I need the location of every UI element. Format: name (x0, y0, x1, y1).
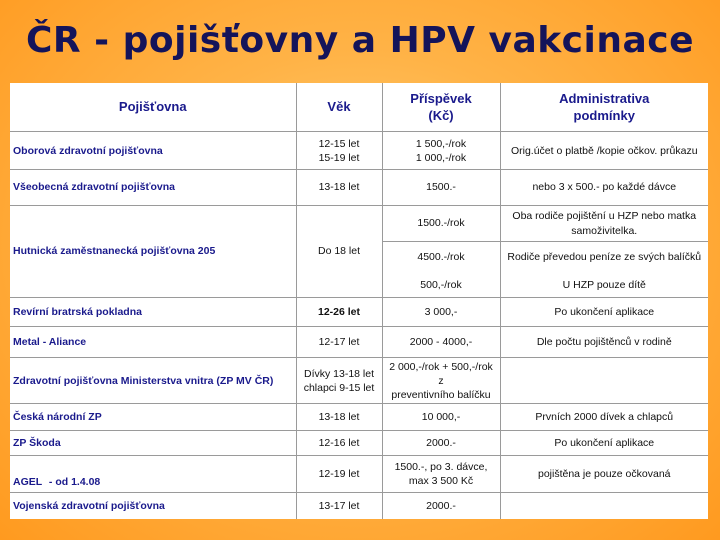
insurer-cell: ZP Škoda (10, 430, 296, 455)
age-cell (296, 358, 382, 404)
admin-cell (500, 358, 708, 404)
admin-cell: Po ukončení aplikace (500, 298, 708, 327)
header-contribution-line1: Příspěvek (410, 90, 472, 106)
contribution-cell: 2000.- (382, 430, 500, 455)
contribution-cell (382, 456, 500, 493)
age-cell (296, 132, 382, 170)
age-cell: 12-26 let (296, 298, 382, 327)
insurer-cell: Všeobecná zdravotní pojišťovna (10, 170, 296, 206)
insurer-cell: Metal - Aliance (10, 326, 296, 358)
insurer-cell: Česká národní ZP (10, 404, 296, 430)
admin-cell: Po ukončení aplikace (500, 430, 708, 455)
admin-cell: Rodiče převedou peníze ze svých balíčků (500, 242, 708, 273)
header-insurer: Pojišťovna (10, 83, 296, 132)
table-row-cnzp (10, 404, 708, 430)
age-cell: 12-16 let (296, 430, 382, 455)
admin-cell: U HZP pouze dítě (562, 278, 646, 291)
table-row-agel (10, 456, 708, 493)
contribution-cell: 10 000,- (382, 404, 500, 430)
table-row-metal (10, 326, 708, 358)
admin-cell: pojištěna je pouze očkovaná (500, 456, 708, 493)
header-age: Věk (296, 83, 382, 132)
table-row-obz (10, 132, 708, 170)
insurer-name: AGEL (13, 475, 42, 488)
insurance-table (10, 83, 708, 519)
slide-title: ČR - pojišťovny a HPV vakcinace (25, 20, 695, 61)
age-cell: Do 18 let (296, 205, 382, 298)
age-line: chlapci 9-15 let (303, 381, 375, 394)
age-cell: 13-18 let (296, 170, 382, 206)
admin-cell (500, 492, 708, 519)
contribution-line: 1 500,-/rok (415, 137, 467, 150)
table-row-vozp (10, 492, 708, 519)
age-cell: 12-17 let (296, 326, 382, 358)
contribution-cell: 3 000,- (382, 298, 500, 327)
admin-cell: Oba rodiče pojištění u HZP nebo matka samoživitelka. (500, 205, 708, 242)
age-cell: 13-17 let (296, 492, 382, 519)
header-row (10, 83, 708, 132)
contribution-cell (382, 132, 500, 170)
age-line: Dívky 13-18 let (303, 367, 375, 380)
insurer-note: - od 1.4.08 (48, 475, 101, 488)
contribution-cell: 4500.-/rok (382, 242, 500, 273)
contribution-line: 1 000,-/rok (415, 151, 467, 164)
contribution-line: 1500.-, po 3. dávce, (394, 460, 488, 473)
insurer-cell: Oborová zdravotní pojišťovna (10, 132, 296, 170)
table-row-skoda (10, 430, 708, 455)
contribution-cell: 2000.- (382, 492, 500, 519)
header-admin-line2: podmínky (573, 108, 635, 124)
table-row-rbp (10, 298, 708, 327)
admin-cell: Prvních 2000 dívek a chlapců (500, 404, 708, 430)
header-contribution (382, 83, 500, 132)
table-row-vzp (10, 170, 708, 206)
header-contribution-line2: (Kč) (428, 108, 454, 124)
contribution-cell: 2000 - 4000,- (382, 326, 500, 358)
table-row-hzp (10, 205, 708, 242)
insurer-cell: Hutnická zaměstnanecká pojišťovna 205 (10, 205, 296, 298)
contribution-cell: 1500.-/rok (382, 205, 500, 242)
admin-cell: Orig.účet o platbě /kopie očkov. průkazu (500, 132, 708, 170)
header-admin (500, 83, 708, 132)
contribution-line: preventivního balíčku (391, 388, 491, 401)
age-line: 12-15 let (318, 137, 360, 150)
contribution-cell (382, 358, 500, 404)
insurer-cell: Vojenská zdravotní pojišťovna (10, 492, 296, 519)
contribution-cell: 500,-/rok (382, 272, 500, 297)
insurer-cell: Revírní bratrská pokladna (10, 298, 296, 327)
table-row-zpmv (10, 358, 708, 404)
insurer-cell (10, 456, 296, 493)
age-line: 15-19 let (318, 151, 360, 164)
insurer-cell: Zdravotní pojišťovna Ministerstva vnitra (ZP MV ČR) (10, 358, 296, 404)
admin-cell: nebo 3 x 500.- po každé dávce (500, 170, 708, 206)
age-cell: 12-19 let (296, 456, 382, 493)
header-admin-line1: Administrativa (559, 90, 650, 106)
age-cell: 13-18 let (296, 404, 382, 430)
contribution-line: 2 000,-/rok + 500,-/rok z (389, 360, 493, 387)
insurance-table-container (10, 83, 708, 519)
contribution-cell: 1500.- (382, 170, 500, 206)
admin-cell: Dle počtu pojištěnců v rodině (500, 326, 708, 358)
contribution-line: max 3 500 Kč (408, 475, 474, 488)
